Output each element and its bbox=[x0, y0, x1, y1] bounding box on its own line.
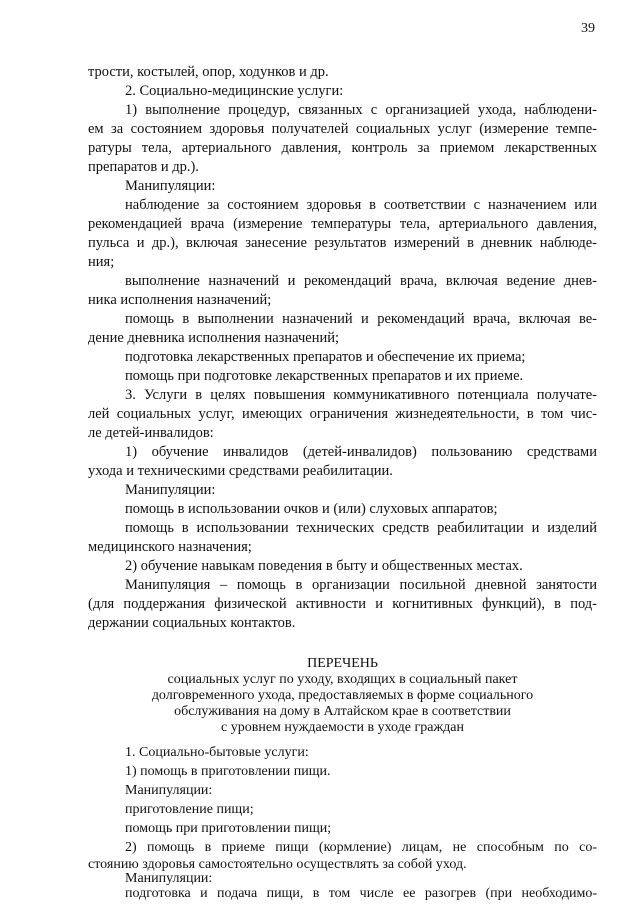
text-line: ем за состоянием здоровья получателей социальных услуг (измерение темпе- bbox=[88, 121, 597, 137]
text-line: 1. Социально-бытовые услуги: bbox=[125, 745, 309, 760]
text-line: помощь в использовании технических средств реабилитации и изделий bbox=[125, 520, 597, 536]
text-line: держании социальных контактов. bbox=[88, 615, 296, 631]
text-line: ухода и техническими средствами реабилитации. bbox=[88, 463, 393, 479]
text-line: 1) обучение инвалидов (детей-инвалидов) пользованию средствами bbox=[125, 444, 597, 460]
text-line: выполнение назначений и рекомендаций врача, включая ведение днев- bbox=[125, 273, 597, 289]
text-line: наблюдение за состоянием здоровья в соответствии с назначением или bbox=[125, 197, 597, 213]
text-line: рекомендацией врача (измерение температуры тела, артериального давления, bbox=[88, 216, 597, 232]
text-line: 3. Услуги в целях повышения коммуникативного потенциала получате- bbox=[125, 387, 597, 403]
heading-line: обслуживания на дому в Алтайском крае в соответствии bbox=[174, 704, 511, 719]
text-line: помощь при приготовлении пищи; bbox=[125, 821, 332, 836]
text-line: 2. Социально-медицинские услуги: bbox=[125, 83, 344, 99]
text-line: 1) выполнение процедур, связанных с организацией ухода, наблюдени- bbox=[125, 102, 597, 118]
text-line: помощь при подготовке лекарственных препаратов и их приеме. bbox=[125, 368, 524, 384]
text-line: (для поддержания физической активности и когнитивных функций), в под- bbox=[88, 596, 597, 612]
text-line: дение дневника исполнения назначений; bbox=[88, 330, 340, 346]
heading-line: социальных услуг по уходу, входящих в социальный пакет bbox=[167, 672, 518, 687]
text-line: Манипуляции: bbox=[125, 482, 216, 498]
text-line: Манипуляции: bbox=[125, 178, 216, 194]
text-line: помощь в использовании очков и (или) слуховых аппаратов; bbox=[125, 501, 498, 517]
text-line: 2) обучение навыкам поведения в быту и общественных местах. bbox=[125, 558, 523, 574]
text-line: ния; bbox=[88, 254, 115, 270]
text-line: приготовление пищи; bbox=[125, 802, 254, 817]
heading-line: с уровнем нуждаемости в уходе граждан bbox=[221, 720, 464, 735]
page-number: 39 bbox=[581, 21, 595, 36]
text-line: 1) помощь в приготовлении пищи. bbox=[125, 764, 331, 779]
text-line: препаратов и др.). bbox=[88, 159, 199, 175]
text-line: подготовка и подача пищи, в том числе ее разогрев (при необходимо- bbox=[125, 886, 597, 901]
text-line: стоянию здоровья самостоятельно осуществлять за собой уход. bbox=[88, 857, 467, 872]
text-line: ника исполнения назначений; bbox=[88, 292, 272, 308]
text-line: медицинского назначения; bbox=[88, 539, 252, 555]
text-line: Манипуляции: bbox=[125, 871, 213, 886]
text-line: ле детей-инвалидов: bbox=[88, 425, 214, 441]
text-line: помощь в выполнении назначений и рекомендаций врача, включая ве- bbox=[125, 311, 597, 327]
text-line: подготовка лекарственных препаратов и обеспечение их приема; bbox=[125, 349, 526, 365]
text-line: Манипуляция – помощь в организации посильной дневной занятости bbox=[125, 577, 597, 593]
text-line: 2) помощь в приеме пищи (кормление) лицам, не способным по со- bbox=[125, 840, 597, 855]
text-line: ратуры тела, артериального давления, контроль за приемом лекарственных bbox=[88, 140, 597, 156]
text-line: лей социальных услуг, имеющих ограничения жизнедеятельности, в том чис- bbox=[88, 406, 597, 422]
text-line: Манипуляции: bbox=[125, 783, 213, 798]
text-line: трости, костылей, опор, ходунков и др. bbox=[88, 64, 329, 80]
heading-line: долговременного ухода, предоставляемых в форме социального bbox=[151, 688, 534, 703]
text-line: пульса и др.), включая занесение результатов измерений в дневник наблюде- bbox=[88, 235, 597, 251]
heading-title: ПЕРЕЧЕНЬ bbox=[307, 656, 378, 671]
